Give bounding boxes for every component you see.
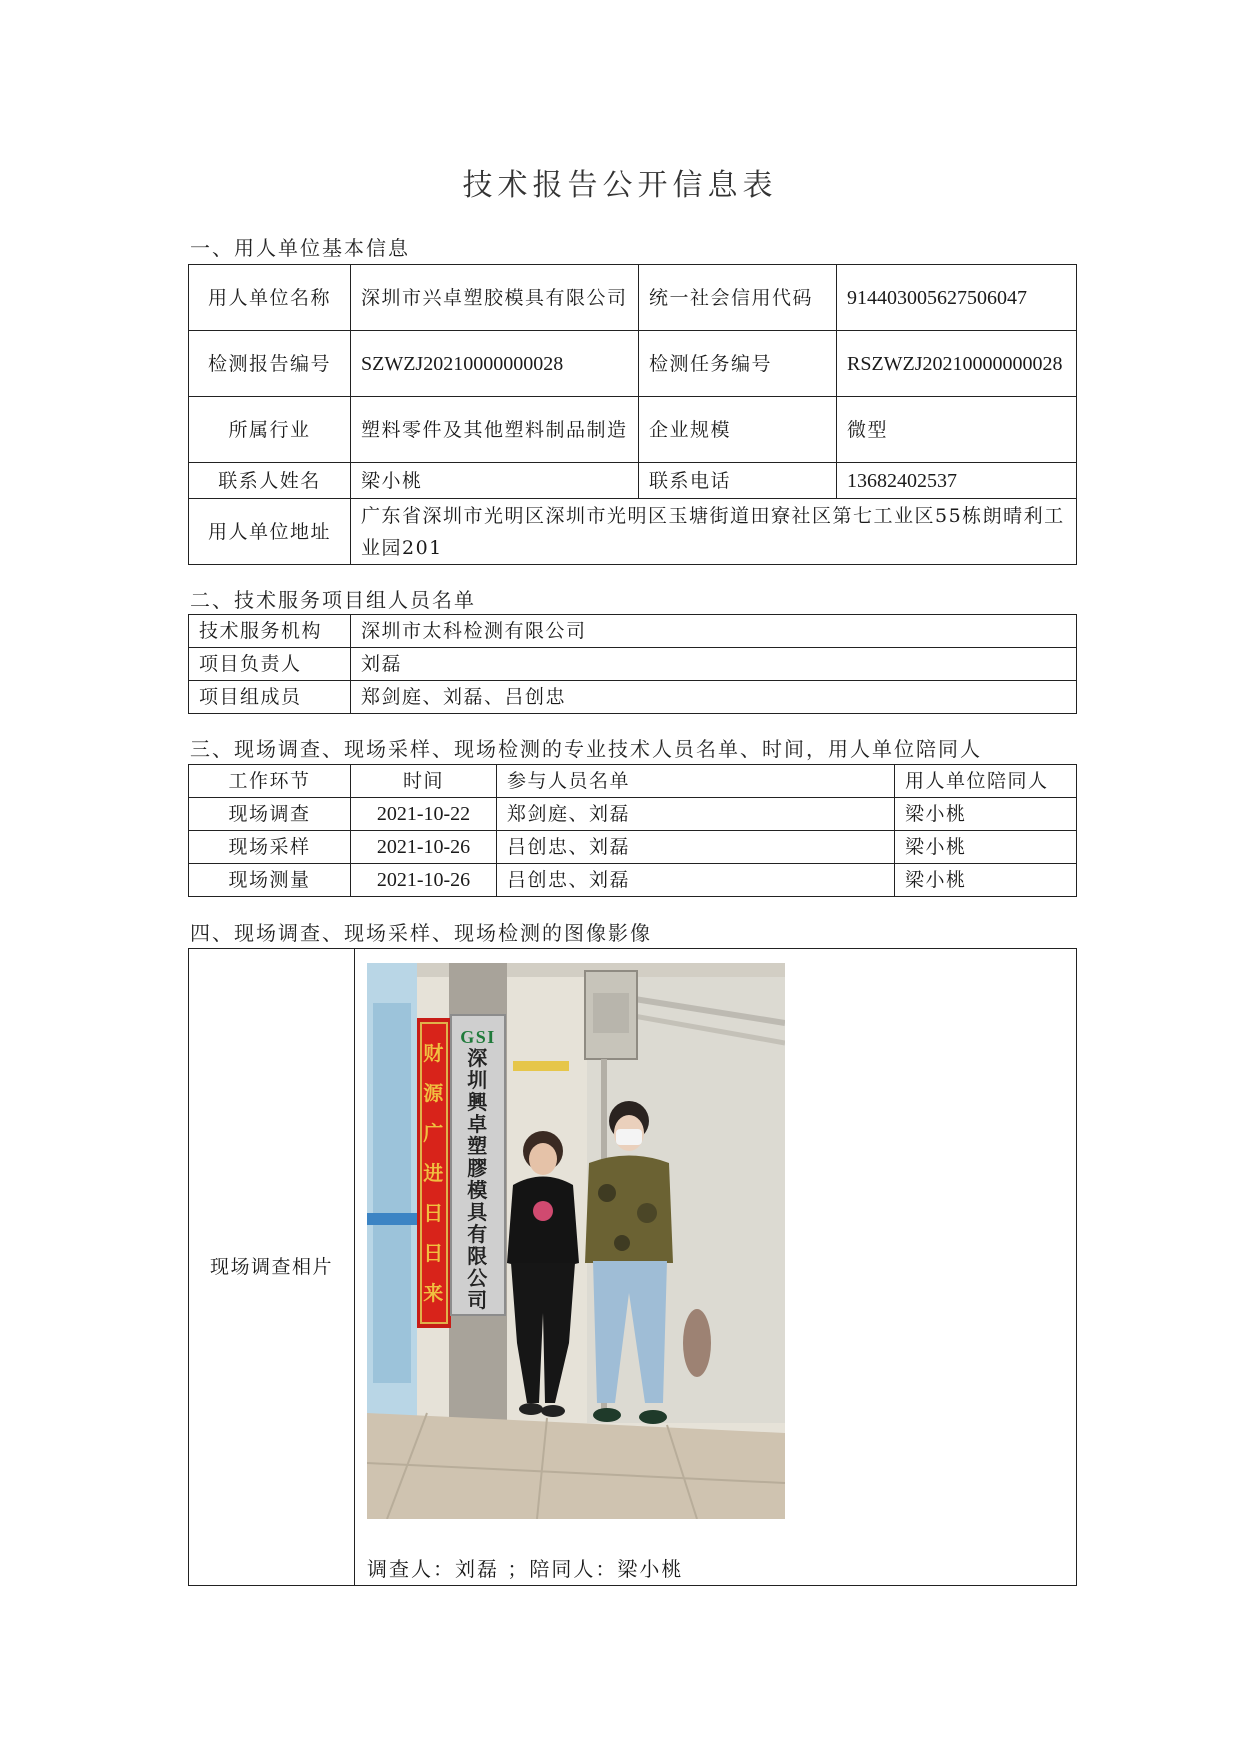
industry-label: 所属行业 [189, 397, 351, 463]
phone-label: 联系电话 [639, 463, 837, 499]
report-no-label: 检测报告编号 [189, 331, 351, 397]
escort-cell: 梁小桃 [895, 831, 1077, 864]
stage-cell: 现场采样 [189, 831, 351, 864]
task-no-label: 检测任务编号 [639, 331, 837, 397]
photo-caption: 调查人：刘磊 ；陪同人：梁小桃 [367, 1557, 684, 1581]
participants-cell: 吕创忠、刘磊 [497, 864, 895, 897]
project-members: 郑剑庭、刘磊、吕创忠 [351, 681, 1077, 714]
project-team-table [188, 614, 1077, 714]
field-work-table [188, 764, 1077, 897]
table-row [189, 798, 1077, 831]
org-label: 技术服务机构 [189, 615, 351, 648]
phone-number: 13682402537 [837, 463, 1077, 499]
section-3-heading: 三、现场调查、现场采样、现场检测的专业技术人员名单、时间，用人单位陪同人 [190, 737, 982, 761]
stage-cell: 现场测量 [189, 864, 351, 897]
industry: 塑料零件及其他塑料制品制造 [351, 397, 639, 463]
members-label: 项目组成员 [189, 681, 351, 714]
report-no: SZWZJ20210000000028 [351, 331, 639, 397]
section-4-heading: 四、现场调查、现场采样、现场检测的图像影像 [190, 921, 652, 945]
col-header-stage: 工作环节 [189, 765, 351, 798]
document-title: 技术报告公开信息表 [462, 168, 778, 203]
stage-cell: 现场调查 [189, 798, 351, 831]
leader-label: 项目负责人 [189, 648, 351, 681]
project-leader: 刘磊 [351, 648, 1077, 681]
site-survey-photo [367, 963, 785, 1519]
participants-cell: 吕创忠、刘磊 [497, 831, 895, 864]
scale-label: 企业规模 [639, 397, 837, 463]
unit-name: 深圳市兴卓塑胶模具有限公司 [351, 265, 639, 331]
unit-name-label: 用人单位名称 [189, 265, 351, 331]
scale: 微型 [837, 397, 1077, 463]
photo-table [188, 948, 1077, 1586]
contact-label: 联系人姓名 [189, 463, 351, 499]
red-banner-text: 财源广进日日来 [423, 1041, 445, 1305]
contact-name: 梁小桃 [351, 463, 639, 499]
sign-brand: GSI [460, 1027, 496, 1047]
col-header-time: 时间 [351, 765, 497, 798]
col-header-escort: 用人单位陪同人 [895, 765, 1077, 798]
service-org: 深圳市太科检测有限公司 [351, 615, 1077, 648]
section-2-heading: 二、技术服务项目组人员名单 [190, 588, 476, 612]
task-no: RSZWZJ20210000000028 [837, 331, 1077, 397]
credit-code: 914403005627506047 [837, 265, 1077, 331]
section-1-heading: 一、用人单位基本信息 [190, 236, 410, 260]
table-row [189, 864, 1077, 897]
date-cell: 2021-10-26 [351, 864, 497, 897]
photo-label: 现场调查相片 [189, 949, 355, 1586]
company-sign-text: 深圳興卓塑膠模具有限公司 [467, 1046, 489, 1312]
date-cell: 2021-10-26 [351, 831, 497, 864]
participants-cell: 郑剑庭、刘磊 [497, 798, 895, 831]
credit-code-label: 统一社会信用代码 [639, 265, 837, 331]
date-cell: 2021-10-22 [351, 798, 497, 831]
table-row [189, 831, 1077, 864]
col-header-participants: 参与人员名单 [497, 765, 895, 798]
escort-cell: 梁小桃 [895, 798, 1077, 831]
table-header-row [189, 765, 1077, 798]
unit-address: 广东省深圳市光明区深圳市光明区玉塘街道田寮社区第七工业区55栋朗晴利工业园201 [351, 499, 1077, 565]
escort-cell: 梁小桃 [895, 864, 1077, 897]
basic-info-table [188, 264, 1077, 565]
address-label: 用人单位地址 [189, 499, 351, 565]
